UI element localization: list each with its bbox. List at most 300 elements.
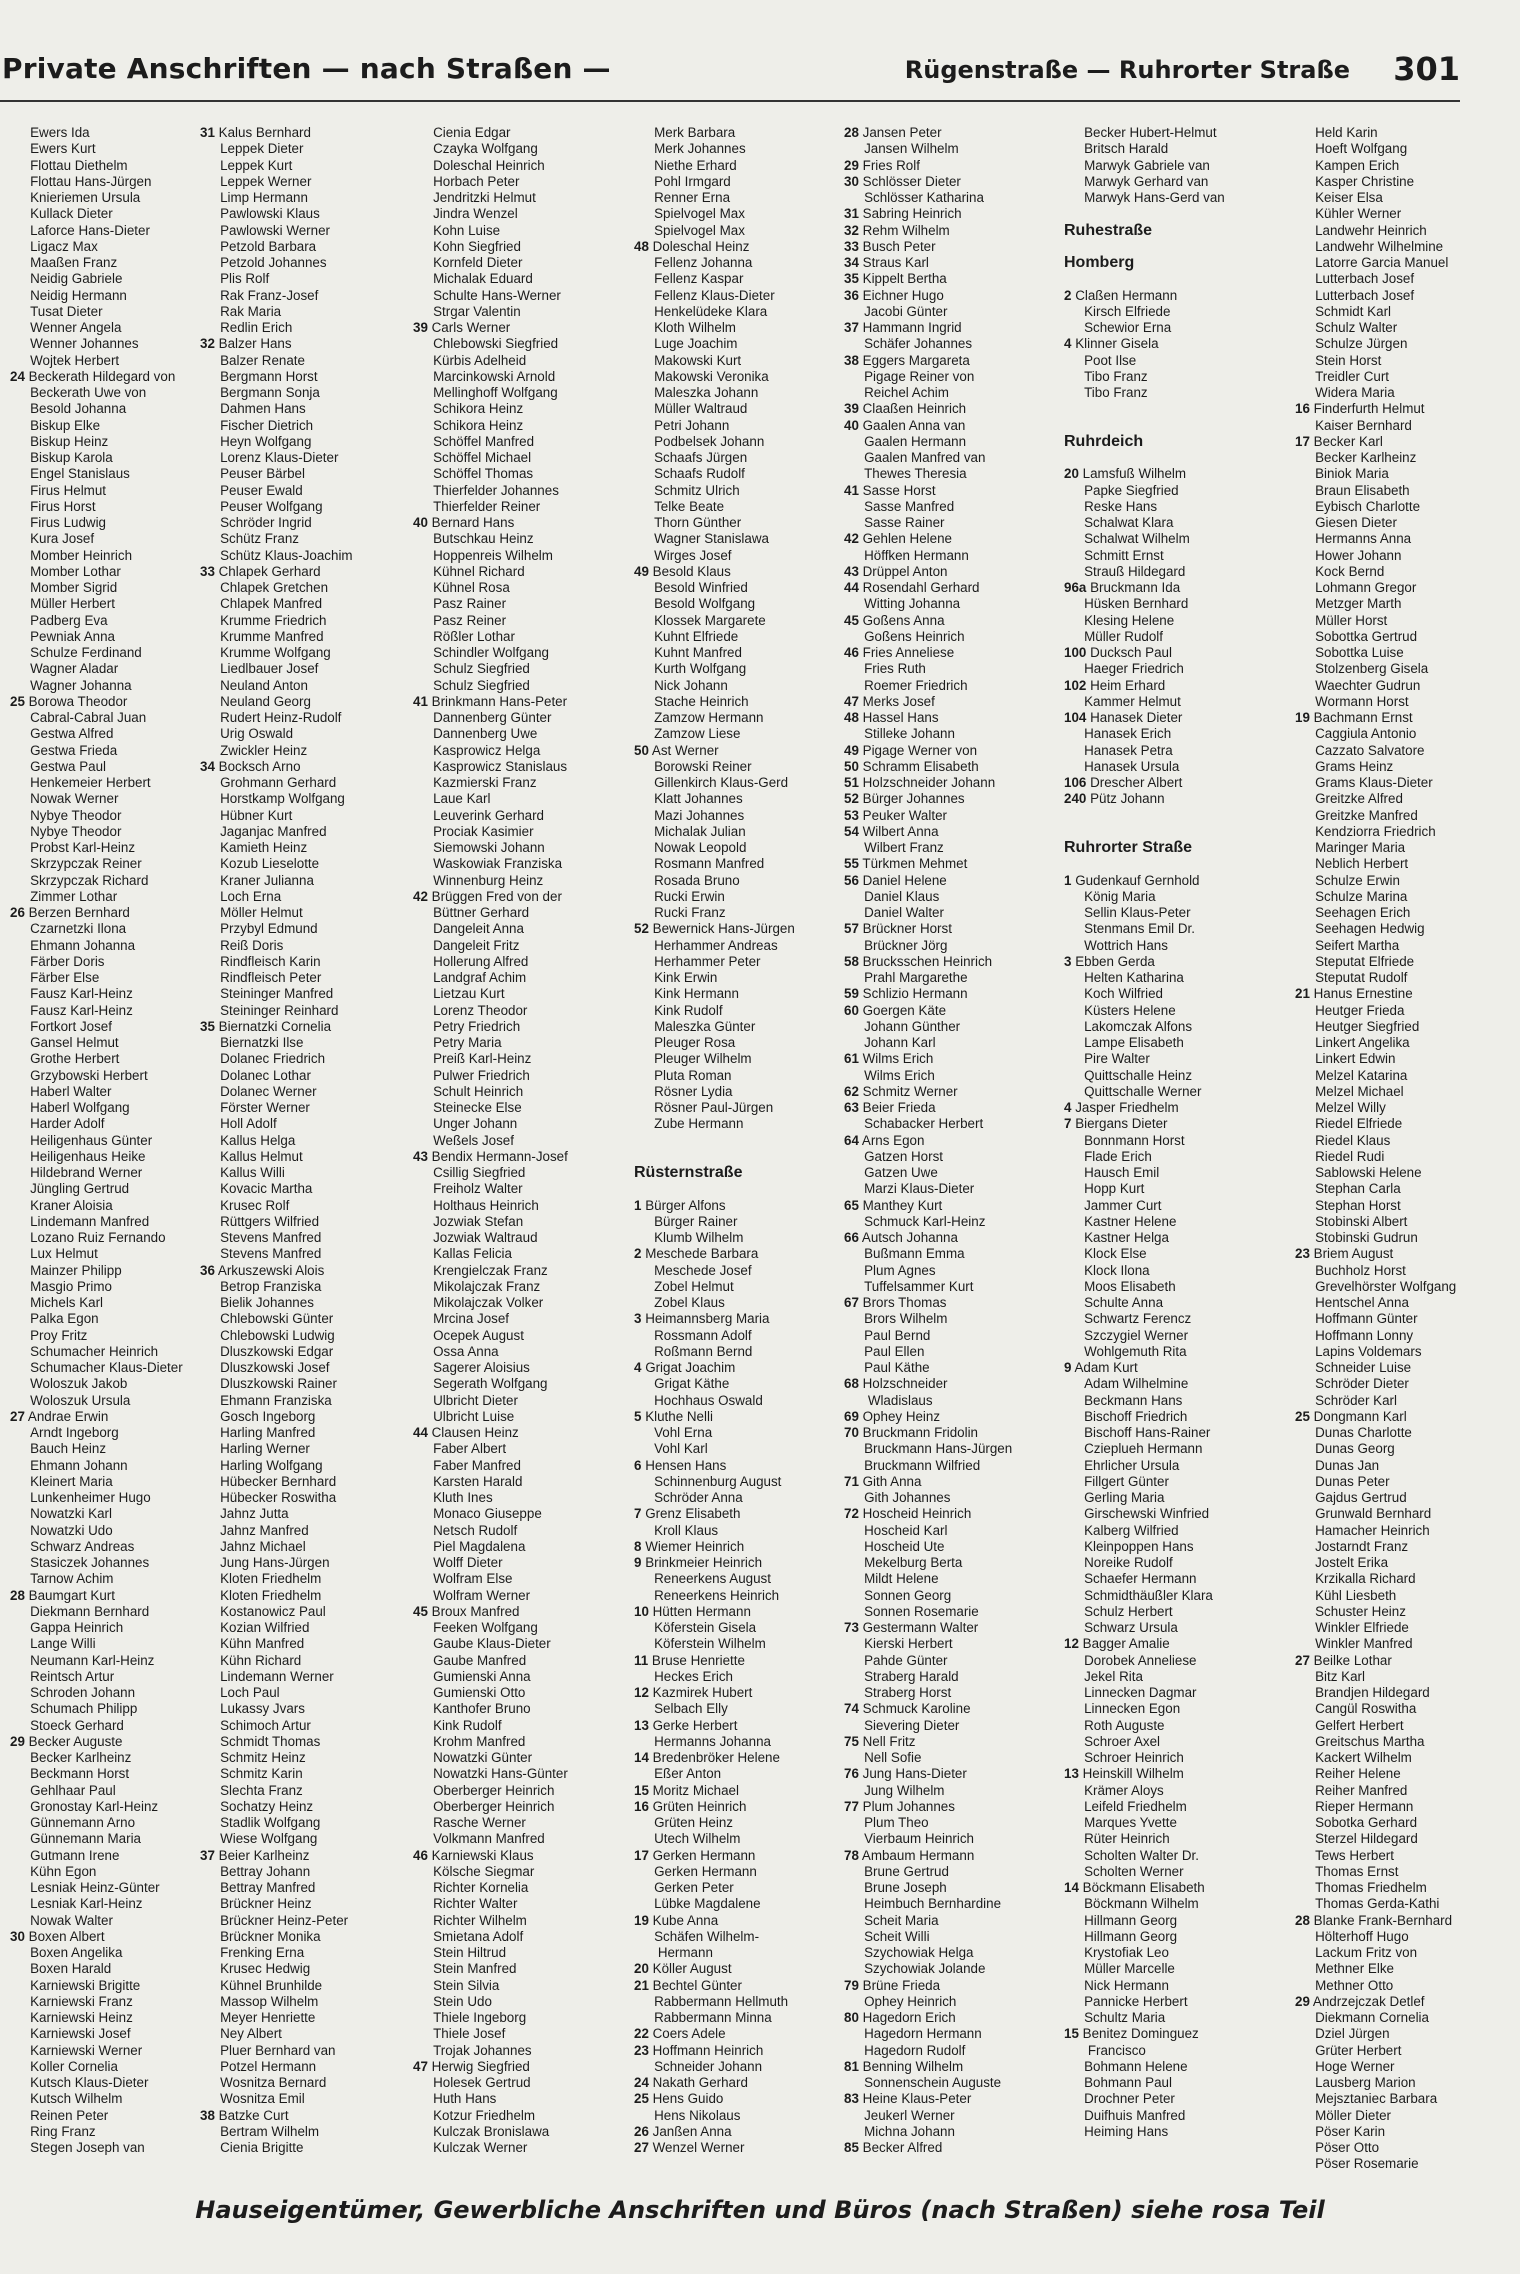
resident-name: Boxen Angelika	[30, 1945, 123, 1960]
directory-entry	[1295, 954, 1517, 970]
resident-name: Türkmen Mehmet	[862, 856, 968, 872]
directory-entry	[200, 1279, 400, 1295]
house-number: 81	[844, 2058, 859, 2074]
resident-name: Jung Hans-Jürgen	[220, 1555, 330, 1570]
directory-entry	[634, 2108, 834, 2124]
house-number: 28	[10, 1587, 25, 1603]
resident-name: Limp Hermann	[220, 190, 308, 205]
directory-entry	[844, 1458, 1064, 1474]
resident-name: Spielvogel Max	[654, 206, 745, 222]
directory-entry	[634, 1799, 834, 1815]
resident-name: Sonnen Rosemarie	[864, 1603, 979, 1619]
resident-name: Herhammer Andreas	[654, 937, 778, 953]
directory-entry	[10, 905, 195, 921]
directory-entry	[200, 954, 400, 970]
directory-entry	[413, 678, 613, 694]
house-number: 70	[844, 1425, 859, 1440]
resident-name: Autsch Johanna	[861, 1230, 958, 1245]
resident-name: Goßens Anna	[862, 612, 945, 628]
directory-entry	[844, 596, 1064, 612]
street-name: Homberg	[1064, 255, 1135, 271]
resident-name: Krämer Aloys	[1084, 1782, 1164, 1798]
directory-entry	[1295, 320, 1517, 336]
directory-entry	[413, 921, 613, 937]
resident-name: Becker Karl	[1313, 433, 1383, 449]
resident-name: Vohl Erna	[654, 1425, 713, 1440]
resident-name: Quittschalle Heinz	[1084, 1067, 1193, 1083]
directory-entry	[844, 1328, 1064, 1344]
resident-name: Schmidt Thomas	[220, 1733, 321, 1749]
directory-entry	[634, 1181, 834, 1197]
resident-name: Bürger Johannes	[862, 791, 965, 807]
resident-name: Fellenz Johanna	[654, 255, 753, 270]
directory-entry	[10, 1864, 195, 1880]
house-number: 37	[844, 320, 859, 335]
house-number: 1	[1064, 872, 1072, 888]
directory-entry	[413, 661, 613, 677]
resident-name: Jammer Curt	[1084, 1197, 1162, 1213]
directory-entry	[844, 1344, 1064, 1360]
resident-name: Potzel Hermann	[220, 2058, 317, 2074]
directory-entry	[413, 531, 613, 547]
resident-name: Daniel Helene	[862, 872, 947, 888]
resident-name: Fausz Karl-Heinz	[30, 986, 133, 1002]
directory-entry	[634, 1279, 834, 1295]
directory-entry	[413, 1994, 613, 2010]
resident-name: Müller Waltraud	[654, 401, 748, 417]
directory-entry	[413, 1279, 613, 1295]
directory-entry	[413, 986, 613, 1002]
resident-name: Kühn Manfred	[220, 1636, 305, 1652]
directory-entry	[413, 239, 613, 255]
directory-entry	[200, 1100, 400, 1116]
directory-entry	[634, 2059, 834, 2075]
house-number: 27	[10, 1408, 25, 1424]
resident-name: Bergmann Horst	[220, 368, 318, 384]
directory-entry	[1064, 873, 1294, 889]
resident-name: Chlapek Gretchen	[220, 580, 329, 595]
resident-name: Biernatzki Cornelia	[218, 1018, 332, 1034]
directory-entry	[1295, 1913, 1517, 1929]
resident-name: Jendritzki Helmut	[433, 190, 536, 205]
directory-entry	[634, 1003, 834, 1019]
directory-entry	[200, 2075, 400, 2091]
directory-entry	[200, 1913, 400, 1929]
resident-name: Harling Manfred	[220, 1425, 316, 1440]
resident-name: Laforce Hans-Dieter	[30, 222, 150, 238]
directory-entry	[634, 1620, 834, 1636]
house-number: 58	[844, 953, 859, 969]
directory-entry	[200, 1799, 400, 1815]
resident-name: Kallus Helga	[220, 1132, 296, 1148]
directory-entry	[844, 1848, 1064, 1864]
directory-entry	[10, 775, 195, 791]
resident-name: Berzen Bernhard	[28, 905, 130, 920]
resident-name: Kink Rudolf	[654, 1002, 723, 1018]
resident-name: Hölterhoff Hugo	[1315, 1928, 1409, 1944]
directory-entry	[200, 418, 400, 434]
resident-name: Schimoch Artur	[220, 1717, 311, 1733]
directory-entry	[10, 564, 195, 580]
resident-name: Jüngling Gertrud	[30, 1181, 130, 1197]
resident-name: Andrzejczak Detlef	[1312, 1993, 1425, 2009]
directory-entry	[413, 174, 613, 190]
directory-entry	[413, 1100, 613, 1116]
resident-name: Kazmirek Hubert	[652, 1685, 753, 1700]
directory-entry	[10, 450, 195, 466]
directory-entry	[634, 1116, 834, 1132]
resident-name: Broux Manfred	[431, 1603, 520, 1619]
resident-name: Schäfer Johannes	[864, 336, 973, 352]
directory-entry	[200, 1571, 400, 1587]
house-number: 45	[844, 612, 859, 628]
resident-name: Lietzau Kurt	[433, 986, 505, 1002]
resident-name: Gerken Hermann	[652, 1847, 756, 1863]
resident-name: Beckerath Uwe von	[30, 385, 147, 400]
resident-name: Nell Sofie	[864, 1750, 922, 1765]
directory-entry	[10, 1181, 195, 1197]
directory-entry	[413, 1701, 613, 1717]
resident-name: Müller Herbert	[30, 596, 115, 612]
resident-name: Wolfram Else	[433, 1571, 513, 1587]
resident-name: Wohlgemuth Rita	[1084, 1343, 1187, 1359]
resident-name: Hoscheid Karl	[864, 1522, 948, 1538]
house-number: 20	[1064, 466, 1079, 482]
resident-name: Jindra Wenzel	[433, 206, 518, 222]
directory-entry	[413, 710, 613, 726]
street-heading	[1064, 840, 1294, 856]
resident-name: Krumme Friedrich	[220, 612, 327, 628]
resident-name: Skrzypczak Reiner	[30, 856, 142, 872]
resident-name: Hüsken Bernhard	[1084, 596, 1189, 612]
resident-name: Steputat Rudolf	[1315, 970, 1408, 985]
resident-name: Krohm Manfred	[433, 1733, 526, 1749]
directory-entry	[413, 808, 613, 824]
resident-name: Stoeck Gerhard	[30, 1717, 124, 1733]
house-number: 2	[1064, 287, 1072, 303]
directory-entry	[1064, 1198, 1294, 1214]
directory-entry	[200, 1604, 400, 1620]
resident-name: Faber Manfred	[433, 1457, 521, 1473]
resident-name: Wilms Erich	[864, 1067, 935, 1083]
directory-entry	[1295, 726, 1517, 742]
resident-name: Nybye Theodor	[30, 823, 122, 839]
directory-entry	[1064, 1669, 1294, 1685]
directory-entry	[200, 2124, 400, 2140]
directory-entry	[200, 2010, 400, 2026]
directory-entry	[844, 1750, 1064, 1766]
resident-name: Lübke Magdalene	[654, 1896, 761, 1912]
resident-name: Mazi Johannes	[654, 807, 745, 823]
resident-name: Stobinski Gudrun	[1315, 1230, 1418, 1245]
directory-entry	[200, 1490, 400, 1506]
directory-entry	[200, 1555, 400, 1571]
directory-entry	[10, 824, 195, 840]
resident-name: Engel Stanislaus	[30, 466, 130, 482]
resident-name: Rindfleisch Peter	[220, 970, 322, 985]
directory-entry	[200, 1653, 400, 1669]
resident-name: Hanasek Petra	[1084, 742, 1173, 758]
resident-name: Kornfeld Dieter	[433, 255, 523, 270]
directory-entry	[634, 223, 834, 239]
resident-name: Thorn Günther	[654, 515, 742, 530]
resident-name: Brors Wilhelm	[864, 1311, 948, 1327]
directory-entry	[844, 1799, 1064, 1815]
resident-name: Karniewski Werner	[30, 2042, 143, 2058]
resident-name: Utech Wilhelm	[654, 1831, 741, 1847]
resident-name: Jaganjac Manfred	[220, 823, 327, 839]
resident-name: Francisco	[1084, 2042, 1146, 2058]
directory-entry	[413, 1019, 613, 1035]
directory-entry	[10, 1978, 195, 1994]
resident-name: Dunas Jan	[1315, 1457, 1380, 1473]
resident-name: Haeger Friedrich	[1084, 661, 1184, 677]
directory-entry	[200, 986, 400, 1002]
directory-entry	[200, 678, 400, 694]
directory-entry	[1064, 1799, 1294, 1815]
directory-entry	[844, 1100, 1064, 1116]
directory-entry	[844, 954, 1064, 970]
resident-name: Hanasek Erich	[1084, 726, 1172, 742]
directory-entry	[1295, 1978, 1517, 1994]
resident-name: Koller Cornelia	[30, 2058, 118, 2074]
resident-name: Fellenz Kaspar	[654, 271, 744, 287]
directory-entry	[844, 1133, 1064, 1149]
directory-entry	[844, 1864, 1064, 1880]
resident-name: Grams Klaus-Dieter	[1315, 775, 1433, 790]
resident-name: Krzikalla Richard	[1315, 1571, 1416, 1587]
directory-entry	[200, 1994, 400, 2010]
directory-entry	[634, 1701, 834, 1717]
directory-entry	[844, 1019, 1064, 1035]
directory-entry	[844, 353, 1064, 369]
resident-name: Claßen Hermann	[1075, 287, 1178, 303]
directory-entry	[634, 483, 834, 499]
directory-entry	[1064, 2043, 1294, 2059]
resident-name: Johann Günther	[864, 1018, 961, 1034]
resident-name: Lackum Fritz von	[1315, 1945, 1418, 1960]
resident-name: Kube Anna	[652, 1912, 719, 1928]
directory-entry	[1295, 1295, 1517, 1311]
house-number: 3	[1064, 953, 1072, 969]
resident-name: Betrop Franziska	[220, 1278, 322, 1294]
directory-entry	[10, 1441, 195, 1457]
house-number: 52	[634, 921, 649, 937]
directory-entry	[413, 2108, 613, 2124]
resident-name: Klossek Margarete	[654, 612, 766, 628]
resident-name: Brinkmann Hans-Peter	[431, 693, 568, 709]
resident-name: Rosada Bruno	[654, 872, 740, 888]
directory-entry	[1295, 840, 1517, 856]
directory-entry	[1064, 613, 1294, 629]
directory-entry	[200, 223, 400, 239]
resident-name: Pewniak Anna	[30, 628, 115, 644]
directory-entry	[1064, 320, 1294, 336]
resident-name: Hübecker Bernhard	[220, 1473, 337, 1489]
directory-entry	[10, 856, 195, 872]
directory-entry	[1295, 336, 1517, 352]
directory-entry	[634, 1669, 834, 1685]
directory-entry	[634, 1588, 834, 1604]
resident-name: Kozian Wilfried	[220, 1620, 310, 1635]
directory-entry	[1295, 1653, 1517, 1669]
directory-entry	[844, 255, 1064, 271]
directory-entry	[413, 2059, 613, 2075]
resident-name: Gatzen Horst	[864, 1148, 943, 1164]
resident-name: Gaalen Anna van	[862, 417, 966, 433]
resident-name: Pöser Rosemarie	[1315, 2156, 1419, 2172]
resident-name: Jahnz Michael	[220, 1538, 306, 1554]
resident-name: Flade Erich	[1084, 1148, 1152, 1164]
directory-entry	[1295, 288, 1517, 304]
resident-name: Färber Else	[30, 970, 100, 985]
directory-entry	[1064, 304, 1294, 320]
resident-name: Jung Hans-Dieter	[862, 1766, 967, 1782]
directory-entry	[1064, 1506, 1294, 1522]
house-number: 31	[844, 206, 859, 222]
directory-entry	[844, 1620, 1064, 1636]
directory-entry	[844, 970, 1064, 986]
directory-entry	[844, 1165, 1064, 1181]
directory-entry	[413, 223, 613, 239]
directory-entry	[1064, 775, 1294, 791]
resident-name: Ehrlicher Ursula	[1084, 1457, 1180, 1473]
resident-name: Bertram Wilhelm	[220, 2123, 320, 2139]
directory-entry	[10, 1913, 195, 1929]
resident-name: Adam Wilhelmine	[1084, 1376, 1189, 1392]
resident-name: Buchholz Horst	[1315, 1262, 1406, 1278]
resident-name: Balzer Renate	[220, 352, 305, 368]
directory-entry	[844, 2026, 1064, 2042]
resident-name: Eichner Hugo	[862, 287, 944, 303]
resident-name: Schaefer Hermann	[1084, 1571, 1197, 1587]
directory-entry	[413, 304, 613, 320]
resident-name: Schramm Elisabeth	[862, 758, 979, 774]
house-number: 34	[200, 758, 215, 774]
resident-name: Reichel Achim	[864, 385, 949, 400]
house-number: 38	[200, 2107, 215, 2123]
resident-name: Gerling Maria	[1084, 1490, 1165, 1505]
directory-entry	[634, 1425, 834, 1441]
directory-entry	[844, 921, 1064, 937]
resident-name: Goßens Heinrich	[864, 628, 965, 644]
house-number: 53	[844, 807, 859, 823]
directory-entry	[200, 1246, 400, 1262]
house-number: 16	[1295, 401, 1310, 417]
directory-entry	[413, 1311, 613, 1327]
resident-name: Kozub Lieselotte	[220, 856, 320, 872]
directory-entry	[1295, 1409, 1517, 1425]
resident-name: Goergen Käte	[862, 1002, 947, 1018]
directory-entry	[1295, 531, 1517, 547]
resident-name: Kühn Egon	[30, 1863, 97, 1879]
directory-entry	[1064, 190, 1294, 206]
resident-name: Stephan Horst	[1315, 1197, 1401, 1213]
directory-entry	[1295, 1604, 1517, 1620]
directory-entry	[413, 873, 613, 889]
resident-name: Girschewski Winfried	[1084, 1506, 1210, 1522]
resident-name: Schröder Karl	[1315, 1392, 1397, 1408]
directory-entry	[634, 1555, 834, 1571]
resident-name: Schulze Marina	[1315, 888, 1408, 904]
resident-name: Greitzke Alfred	[1315, 791, 1403, 807]
directory-entry	[200, 645, 400, 661]
directory-entry	[1295, 2156, 1517, 2172]
directory-entry	[200, 1003, 400, 1019]
resident-name: Jahnz Manfred	[220, 1522, 309, 1538]
resident-name: Schmuck Karoline	[862, 1701, 971, 1717]
house-number: 12	[634, 1685, 649, 1700]
resident-name: Schumacher Heinrich	[30, 1343, 159, 1359]
directory-entry	[634, 336, 834, 352]
directory-entry	[1064, 938, 1294, 954]
directory-entry	[1295, 1458, 1517, 1474]
resident-name: Kloth Wilhelm	[654, 320, 736, 335]
resident-name: Merks Josef	[862, 693, 935, 709]
house-number: 20	[634, 1961, 649, 1977]
directory-entry	[10, 483, 195, 499]
directory-entry	[634, 1636, 834, 1652]
house-number: 74	[844, 1701, 859, 1717]
resident-name: Strgar Valentin	[433, 303, 521, 319]
directory-entry	[1295, 905, 1517, 921]
directory-entry	[844, 483, 1064, 499]
directory-entry	[10, 2091, 195, 2107]
resident-name: Kierski Herbert	[864, 1636, 953, 1652]
resident-name: Oberberger Heinrich	[433, 1782, 555, 1798]
directory-entry	[634, 1458, 834, 1474]
directory-entry	[200, 141, 400, 157]
resident-name: Büttner Gerhard	[433, 905, 530, 920]
resident-name: Frenking Erna	[220, 1945, 305, 1960]
resident-name: Reneerkens Heinrich	[654, 1587, 780, 1603]
directory-entry	[1064, 1344, 1294, 1360]
resident-name: Schikora Heinz	[433, 401, 524, 417]
resident-name: Busch Peter	[862, 238, 936, 254]
resident-name: Rucki Erwin	[654, 888, 725, 904]
directory-entry	[413, 2075, 613, 2091]
directory-entry	[200, 353, 400, 369]
directory-entry	[634, 1685, 834, 1701]
resident-name: Gajdus Gertrud	[1315, 1490, 1407, 1505]
directory-entry	[10, 694, 195, 710]
directory-entry	[200, 1539, 400, 1555]
directory-entry	[1295, 174, 1517, 190]
house-number: 25	[634, 2091, 649, 2107]
directory-entry	[200, 1848, 400, 1864]
directory-entry	[200, 1783, 400, 1799]
directory-entry	[844, 1311, 1064, 1327]
directory-entry	[200, 759, 400, 775]
resident-name: Dangeleit Fritz	[433, 937, 520, 953]
directory-entry	[844, 271, 1064, 287]
directory-entry	[1064, 385, 1294, 401]
resident-name: Caggiula Antonio	[1315, 726, 1417, 742]
directory-entry	[844, 2010, 1064, 2026]
directory-entry	[1295, 1734, 1517, 1750]
resident-name: Latorre Garcia Manuel	[1315, 255, 1449, 270]
directory-entry	[634, 1149, 834, 1165]
resident-name: Hoppenreis Wilhelm	[433, 547, 553, 563]
directory-entry	[413, 743, 613, 759]
directory-entry	[1295, 141, 1517, 157]
directory-entry	[1295, 1799, 1517, 1815]
house-number: 96a	[1064, 580, 1087, 595]
directory-entry	[634, 1831, 834, 1847]
directory-entry	[1295, 1149, 1517, 1165]
directory-entry	[10, 1783, 195, 1799]
directory-entry	[200, 1214, 400, 1230]
